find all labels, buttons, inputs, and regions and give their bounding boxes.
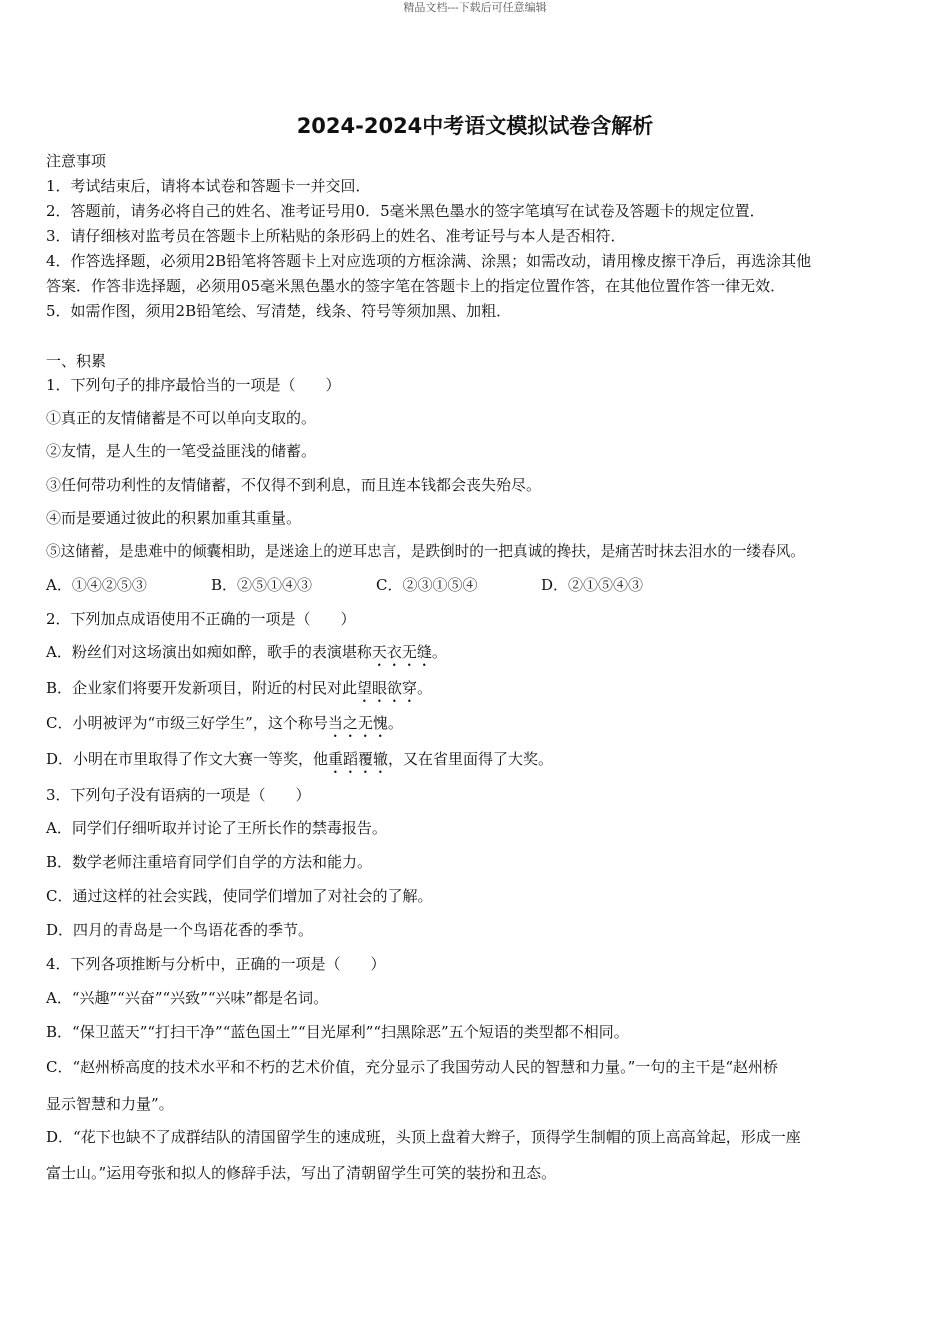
option-text: 。 bbox=[417, 679, 433, 697]
notice-item: 4．作答选择题，必须用2B铅笔将答题卡上对应选项的方框涂满、涂黑；如需改动，请用橡皮擦干净后，再选涂其他 bbox=[46, 252, 812, 270]
question-1-sentence: ④而是要通过彼此的积累加重其重量。 bbox=[46, 509, 302, 527]
question-2-option-d[interactable] bbox=[46, 749, 553, 777]
question-3-stem: 3．下列句子没有语病的一项是（ ） bbox=[46, 786, 311, 804]
question-3-option-c[interactable]: C．通过这样的社会实践，使同学们增加了对社会的了解。 bbox=[46, 887, 433, 905]
option-text: A．粉丝们对这场演出如痴如醉，歌手的表演堪称 bbox=[46, 643, 372, 661]
question-1-sentence: ⑤这储蓄，是患难中的倾囊相助，是迷途上的逆耳忠言，是跌倒时的一把真诚的搀扶，是痛苦时抹去泪水的一缕春风。 bbox=[46, 543, 805, 560]
option-text: ，又在省里面得了大奖。 bbox=[388, 750, 554, 768]
question-4-option-d[interactable]: D．“花下也缺不了成群结队的清国留学生的速成班，头顶上盘着大辫子，顶得学生制帽的顶上高高耸起，形成一座 bbox=[46, 1128, 801, 1146]
dotted-idiom: 天衣无缝 bbox=[371, 643, 432, 661]
notice-item: 5．如需作图，须用2B铅笔绘、写清楚，线条、符号等须加黑、加粗． bbox=[46, 302, 512, 320]
question-1-sentence: ①真正的友情储蓄是不可以单向支取的。 bbox=[46, 409, 317, 427]
notice-item: 答案．作答非选择题，必须用05毫米黑色墨水的签字笔在答题卡上的指定位置作答，在其他位置作答一律无效． bbox=[46, 277, 786, 295]
option-text: C．小明被评为“市级三好学生”，这个称号 bbox=[46, 714, 328, 732]
question-2-option-b[interactable] bbox=[46, 678, 432, 706]
option-text: D．小明在市里取得了作文大赛一等奖，他 bbox=[46, 750, 329, 768]
question-4-option-c[interactable]: C．“赵州桥高度的技术水平和不朽的艺术价值，充分显示了我国劳动人民的智慧和力量。”一句的主干是“赵州桥 bbox=[46, 1058, 778, 1076]
question-1-option-c[interactable]: C．②③①⑤④ bbox=[376, 576, 478, 594]
question-1-options bbox=[46, 575, 643, 595]
question-1-sentence: ②友情，是人生的一笔受益匪浅的储蓄。 bbox=[46, 442, 317, 460]
question-4-stem: 4．下列各项推断与分析中，正确的一项是（ ） bbox=[46, 955, 386, 973]
page-title: 2024-2024中考语文模拟试卷含解析 bbox=[296, 114, 654, 138]
dotted-idiom: 望眼欲穿 bbox=[357, 679, 418, 697]
question-4-option-b[interactable]: B．“保卫蓝天”“打扫干净”“蓝色国土”“目光犀利”“扫黑除恶”五个短语的类型都不相同。 bbox=[46, 1023, 629, 1041]
notice-item: 3．请仔细核对监考员在答题卡上所粘贴的条形码上的姓名、准考证号与本人是否相符． bbox=[46, 227, 626, 245]
question-4-option-d-cont: 富士山。”运用夸张和拟人的修辞手法，写出了清朝留学生可笑的装扮和丑态。 bbox=[46, 1164, 557, 1182]
dotted-idiom: 当之无愧 bbox=[327, 714, 388, 732]
question-3-option-d[interactable]: D．四月的青岛是一个鸟语花香的季节。 bbox=[46, 921, 314, 939]
option-text: B．企业家们将要开发新项目，附近的村民对此 bbox=[46, 679, 358, 697]
question-1-option-b[interactable]: B．②⑤①④③ bbox=[211, 576, 313, 594]
question-2-option-c[interactable] bbox=[46, 713, 403, 741]
notice-item: 1．考试结束后，请将本试卷和答题卡一并交回． bbox=[46, 177, 371, 195]
question-1-option-d[interactable]: D．②①⑤④③ bbox=[541, 576, 644, 594]
option-text: 。 bbox=[387, 714, 403, 732]
page-header-watermark: 精品文档---下载后可任意编辑 bbox=[403, 1, 547, 14]
question-1-option-a[interactable]: A．①④②⑤③ bbox=[46, 576, 147, 594]
question-4-option-c-cont: 显示智慧和力量”。 bbox=[46, 1095, 174, 1113]
notice-heading: 注意事项 bbox=[46, 152, 107, 170]
notice-item: 2．答题前，请务必将自己的姓名、准考证号用0．5毫米黑色墨水的签字笔填写在试卷及答题卡的规定位置． bbox=[46, 202, 765, 220]
section-heading: 一、积累 bbox=[46, 352, 107, 370]
question-1-stem: 1．下列句子的排序最恰当的一项是（ ） bbox=[46, 376, 341, 394]
question-3-option-a[interactable]: A．同学们仔细听取并讨论了王所长作的禁毒报告。 bbox=[46, 819, 387, 837]
question-4-option-a[interactable]: A．“兴趣”“兴奋”“兴致”“兴味”都是名词。 bbox=[46, 989, 329, 1007]
dotted-idiom: 重蹈覆辙 bbox=[328, 750, 389, 768]
question-3-option-b[interactable]: B．数学老师注重培育同学们自学的方法和能力。 bbox=[46, 853, 373, 871]
question-2-stem: 2．下列加点成语使用不正确的一项是（ ） bbox=[46, 610, 356, 628]
option-text: 。 bbox=[431, 643, 447, 661]
question-2-option-a[interactable] bbox=[46, 642, 447, 670]
question-1-sentence: ③任何带功利性的友情储蓄，不仅得不到利息，而且连本钱都会丧失殆尽。 bbox=[46, 476, 542, 494]
